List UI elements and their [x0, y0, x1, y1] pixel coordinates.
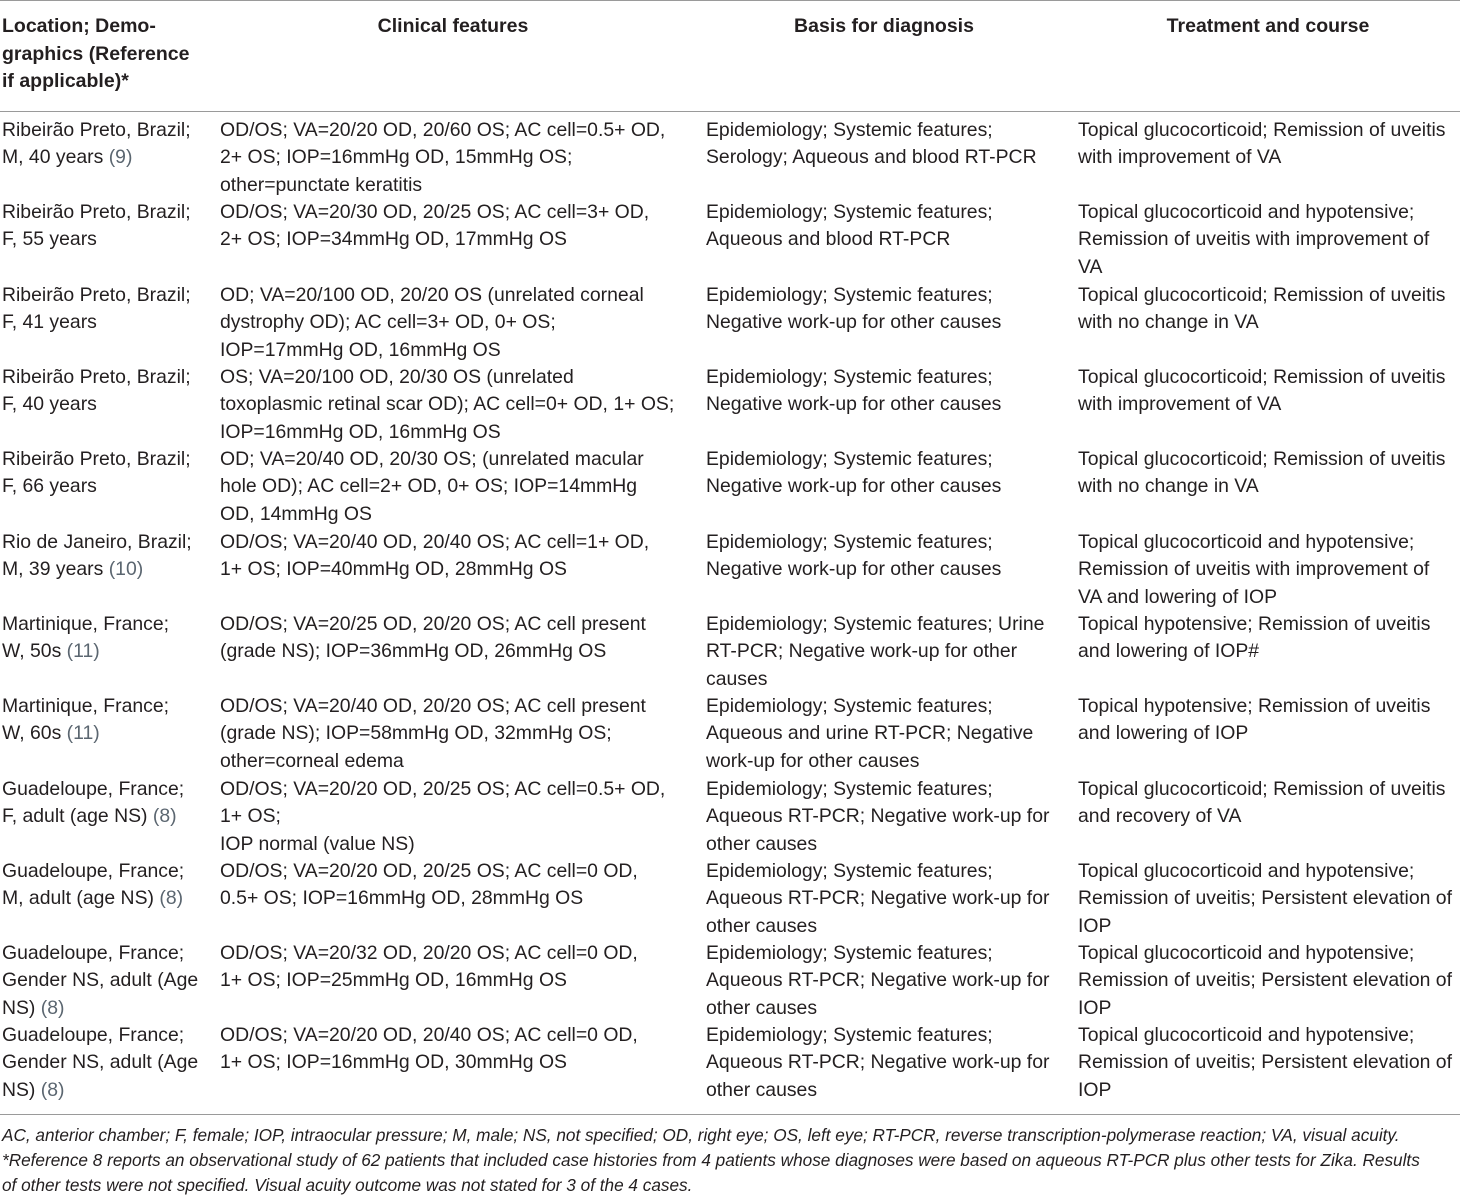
row-11-clinical-features: OD/OS; VA=20/32 OD, 20/20 OS; AC cell=0 OD, 1+ OS; IOP=25mmHg OD, 16mmHg OS — [220, 942, 638, 992]
row-9-treatment-and-course: Topical glucocorticoid; Remission of uveitis and recovery of VA — [1078, 778, 1446, 828]
row-4-clinical-features: OS; VA=20/100 OD, 20/30 OS (unrelated toxoplasmic retinal scar OD); AC cell=0+ OD, 1+ OS; IOP=16mmHg OD, 16mmHg OS — [220, 366, 675, 443]
reference-link[interactable]: (8) — [40, 996, 65, 1019]
row-1-location — [2, 117, 214, 172]
row-10-treatment-and-course: Topical glucocorticoid and hypotensive; Remission of uveitis; Persistent elevation of IOP — [1078, 860, 1452, 937]
header-rule — [0, 111, 1460, 112]
row-6-clinical-features: OD/OS; VA=20/40 OD, 20/40 OS; AC cell=1+ OD, 1+ OS; IOP=40mmHg OD, 28mmHg OS — [220, 531, 650, 581]
row-7-location — [2, 611, 214, 666]
row-11-location — [2, 940, 214, 1022]
row-2-treatment-and-course: Topical glucocorticoid and hypotensive; Remission of uveitis with improvement of VA — [1078, 201, 1430, 278]
row-10-location — [2, 858, 214, 913]
row-2-clinical-features: OD/OS; VA=20/30 OD, 20/25 OS; AC cell=3+ OD, 2+ OS; IOP=34mmHg OD, 17mmHg OS — [220, 201, 650, 251]
row-7-basis-for-diagnosis: Epidemiology; Systemic features; Urine RT-PCR; Negative work-up for other causes — [706, 613, 1045, 690]
reference-link[interactable]: (9) — [108, 146, 133, 169]
row-9-location — [2, 776, 214, 831]
footnote-abbreviations: AC, anterior chamber; F, female; IOP, intraocular pressure; M, male; NS, not specified; OD, right eye; OS, left eye; RT-PCR, reverse transcription-polymerase reaction; VA, visual acuity. — [2, 1125, 1400, 1145]
location-text: Rio de Janeiro, Brazil; M, 39 years — [2, 531, 192, 581]
header-basis-for-diagnosis: Basis for diagnosis — [794, 15, 974, 37]
row-7-clinical-features: OD/OS; VA=20/25 OD, 20/20 OS; AC cell present (grade NS); IOP=36mmHg OD, 26mmHg OS — [220, 613, 646, 663]
reference-link[interactable]: (11) — [66, 640, 100, 663]
row-12-location — [2, 1022, 214, 1104]
reference-link[interactable]: (10) — [108, 558, 144, 581]
row-3-treatment-and-course: Topical glucocorticoid; Remission of uveitis with no change in VA — [1078, 284, 1446, 334]
header-treatment-and-course: Treatment and course — [1166, 15, 1370, 37]
row-6-treatment-and-course: Topical glucocorticoid and hypotensive; Remission of uveitis with improvement of VA and lowering of IOP — [1078, 531, 1430, 608]
location-text: Guadeloupe, France; F, adult (age NS) — [2, 778, 185, 828]
reference-link[interactable]: (8) — [159, 887, 184, 910]
row-6-basis-for-diagnosis: Epidemiology; Systemic features; Negative work-up for other causes — [706, 531, 1002, 581]
location-text: Ribeirão Preto, Brazil; M, 40 years — [2, 119, 191, 169]
location-text: Ribeirão Preto, Brazil; F, 40 years — [2, 366, 191, 416]
location-text: Guadeloupe, France; M, adult (age NS) — [2, 860, 185, 910]
table-bottom-rule — [0, 1114, 1460, 1115]
row-11-basis-for-diagnosis: Epidemiology; Systemic features; Aqueous RT-PCR; Negative work-up for other causes — [706, 942, 1050, 1019]
location-text: Martinique, France; W, 50s — [2, 613, 170, 663]
location-text: Martinique, France; W, 60s — [2, 695, 170, 745]
row-1-treatment-and-course: Topical glucocorticoid; Remission of uveitis with improvement of VA — [1078, 119, 1446, 169]
row-10-clinical-features: OD/OS; VA=20/20 OD, 20/25 OS; AC cell=0 OD, 0.5+ OS; IOP=16mmHg OD, 28mmHg OS — [220, 860, 638, 910]
row-4-basis-for-diagnosis: Epidemiology; Systemic features; Negative work-up for other causes — [706, 366, 1002, 416]
location-text: Ribeirão Preto, Brazil; F, 41 years — [2, 284, 191, 334]
location-text: Guadeloupe, France; Gender NS, adult (Age NS) — [2, 942, 199, 1019]
row-9-clinical-features: OD/OS; VA=20/20 OD, 20/25 OS; AC cell=0.5+ OD, 1+ OS; IOP normal (value NS) — [220, 778, 666, 855]
row-5-treatment-and-course: Topical glucocorticoid; Remission of uveitis with no change in VA — [1078, 448, 1446, 498]
row-12-basis-for-diagnosis: Epidemiology; Systemic features; Aqueous RT-PCR; Negative work-up for other causes — [706, 1024, 1050, 1101]
row-3-basis-for-diagnosis: Epidemiology; Systemic features; Negative work-up for other causes — [706, 284, 1002, 334]
row-5-basis-for-diagnosis: Epidemiology; Systemic features; Negative work-up for other causes — [706, 448, 1002, 498]
row-8-treatment-and-course: Topical hypotensive; Remission of uveitis and lowering of IOP — [1078, 695, 1431, 745]
location-text: Guadeloupe, France; Gender NS, adult (Age NS) — [2, 1024, 199, 1101]
row-11-treatment-and-course: Topical glucocorticoid and hypotensive; Remission of uveitis; Persistent elevation of IOP — [1078, 942, 1452, 1019]
row-7-treatment-and-course: Topical hypotensive; Remission of uveitis and lowering of IOP# — [1078, 613, 1431, 663]
reference-link[interactable]: (11) — [66, 722, 100, 745]
row-1-basis-for-diagnosis: Epidemiology; Systemic features; Serology; Aqueous and blood RT-PCR — [706, 119, 1037, 169]
row-9-basis-for-diagnosis: Epidemiology; Systemic features; Aqueous RT-PCR; Negative work-up for other causes — [706, 778, 1050, 855]
row-4-treatment-and-course: Topical glucocorticoid; Remission of uveitis with improvement of VA — [1078, 366, 1446, 416]
row-8-clinical-features: OD/OS; VA=20/40 OD, 20/20 OS; AC cell present (grade NS); IOP=58mmHg OD, 32mmHg OS; other=corneal edema — [220, 695, 646, 772]
row-8-location — [2, 693, 214, 748]
header-clinical-features: Clinical features — [377, 15, 529, 37]
footnote-reference-note: *Reference 8 reports an observational study of 62 patients that included case histories from 4 patients whose diagnoses were based on aqueous RT-PCR plus other tests for Zika. Results of other tests were not specified. Visual acuity outcome was not stated for 3 of the 4 cases. — [2, 1150, 1420, 1195]
row-2-location — [2, 199, 214, 254]
header-location: Location; Demo- graphics (Reference if applicable)* — [2, 15, 190, 92]
row-3-location — [2, 282, 214, 337]
row-12-treatment-and-course: Topical glucocorticoid and hypotensive; Remission of uveitis; Persistent elevation of IOP — [1078, 1024, 1452, 1101]
reference-link[interactable]: (8) — [152, 805, 177, 828]
row-4-location — [2, 364, 214, 419]
row-6-location — [2, 529, 214, 584]
location-text: Ribeirão Preto, Brazil; F, 66 years — [2, 448, 191, 498]
row-3-clinical-features: OD; VA=20/100 OD, 20/20 OS (unrelated corneal dystrophy OD); AC cell=3+ OD, 0+ OS; IOP=17mmHg OD, 16mmHg OS — [220, 284, 644, 361]
table-top-rule — [0, 0, 1460, 1]
row-5-clinical-features: OD; VA=20/40 OD, 20/30 OS; (unrelated macular hole OD); AC cell=2+ OD, 0+ OS; IOP=14mmHg OD, 14mmHg OS — [220, 448, 644, 525]
row-12-clinical-features: OD/OS; VA=20/20 OD, 20/40 OS; AC cell=0 OD, 1+ OS; IOP=16mmHg OD, 30mmHg OS — [220, 1024, 638, 1074]
location-text: Ribeirão Preto, Brazil; F, 55 years — [2, 201, 191, 251]
row-1-clinical-features: OD/OS; VA=20/20 OD, 20/60 OS; AC cell=0.5+ OD, 2+ OS; IOP=16mmHg OD, 15mmHg OS; other=punctate keratitis — [220, 119, 666, 196]
row-8-basis-for-diagnosis: Epidemiology; Systemic features; Aqueous and urine RT-PCR; Negative work-up for other causes — [706, 695, 1034, 772]
reference-link[interactable]: (8) — [40, 1078, 65, 1101]
row-5-location — [2, 446, 214, 501]
row-10-basis-for-diagnosis: Epidemiology; Systemic features; Aqueous RT-PCR; Negative work-up for other causes — [706, 860, 1050, 937]
row-2-basis-for-diagnosis: Epidemiology; Systemic features; Aqueous and blood RT-PCR — [706, 201, 993, 251]
